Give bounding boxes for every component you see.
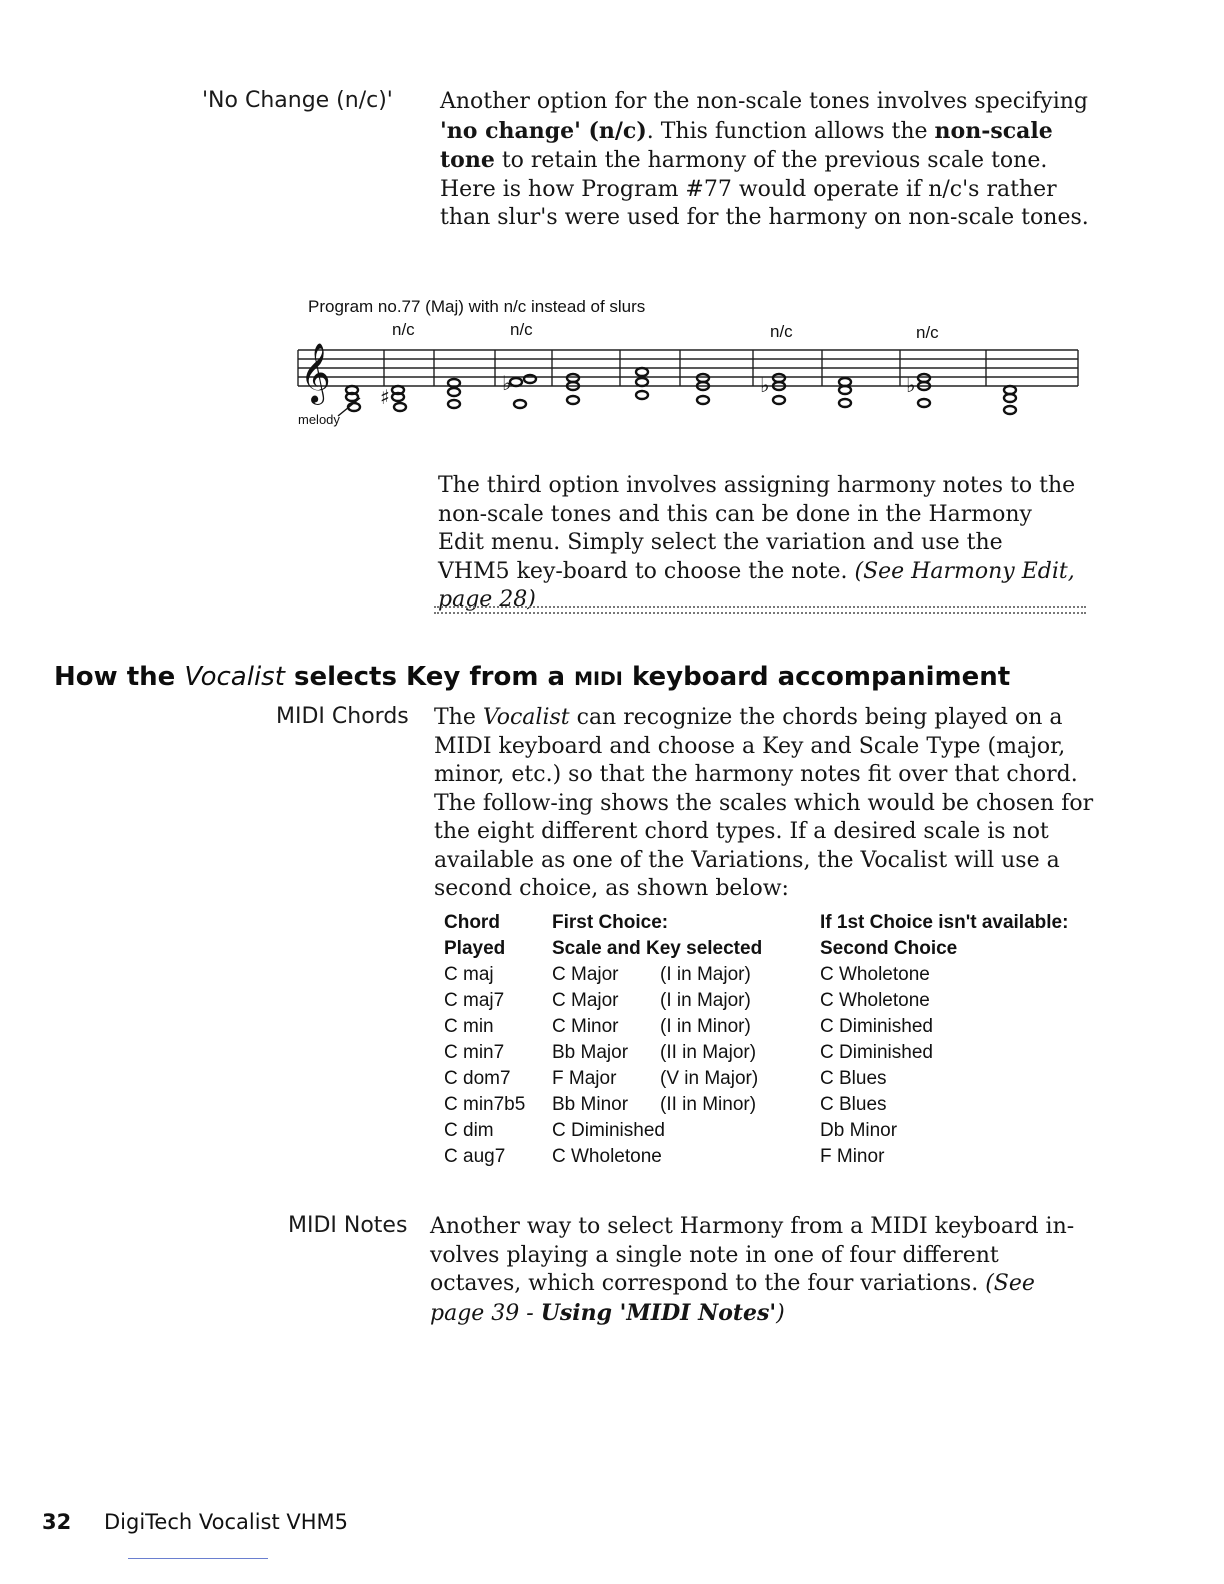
midi-notes-ref: (See page 39 - [430, 1271, 1035, 1326]
staff-caption: Program no.77 (Maj) with n/c instead of slurs [308, 297, 646, 316]
dotted-divider [434, 606, 1086, 608]
table-cell-scale: Bb Minor [552, 1094, 629, 1115]
table-cell-scale: C Major [552, 990, 619, 1011]
midi-chords-text-1: The [434, 705, 483, 730]
table-cell-scale: C Diminished [552, 1120, 665, 1141]
heading-part-2: selects Key from a [284, 662, 575, 692]
header-chord-2: Played [444, 938, 506, 959]
table-cell-second: C Blues [820, 1068, 887, 1089]
header-first-2: Scale and Key selected [552, 938, 763, 959]
header-second-1: If 1st Choice isn't available: [820, 912, 1069, 933]
midi-notes-paragraph [430, 1213, 1090, 1328]
footer-rule [128, 1558, 268, 1559]
nc-label-1: n/c [392, 320, 415, 339]
svg-text:♯: ♯ [380, 385, 390, 409]
music-staff [290, 338, 1090, 438]
no-change-label: 'No Change (n/c)' [202, 88, 393, 113]
table-cell-degree: (I in Minor) [660, 1016, 751, 1037]
table-cell-scale: C Minor [552, 1016, 619, 1037]
table-cell-degree: (II in Minor) [660, 1094, 757, 1115]
table-cell-degree: (V in Major) [660, 1068, 759, 1089]
nc-label-4: n/c [916, 323, 939, 342]
no-change-text-1: Another option for the non-scale tones involves specifying [440, 89, 1088, 114]
treble-clef-icon: 𝄞 [300, 343, 331, 403]
table-cell-chord: C min7b5 [444, 1094, 526, 1115]
svg-text:♭: ♭ [760, 373, 770, 397]
table-cell-second: C Diminished [820, 1042, 933, 1063]
table-cell-chord: C dim [444, 1120, 494, 1141]
table-cell-second: C Wholetone [820, 964, 930, 985]
using-midi-notes-ref: Using 'MIDI Notes' [540, 1299, 777, 1326]
heading-part-1: How the [54, 662, 185, 692]
third-option-text: The third option involves assigning harmony notes to the non-scale tones and this can be done in the Harmony Edit menu. Simply select the variation and use the VHM5 key-board to choose the note. [438, 473, 1076, 584]
table-cell-second: C Blues [820, 1094, 887, 1115]
no-change-text-2: . This function allows the [646, 118, 935, 144]
table-cell-chord: C maj7 [444, 990, 505, 1011]
midi-notes-ref-end: ) [776, 1300, 785, 1326]
midi-chords-label: MIDI Chords [276, 704, 409, 729]
midi-notes-text: Another way to select Harmony from a MIDI keyboard in-volves playing a single note in one of four different octaves, which correspond to the four variations. [430, 1214, 1075, 1296]
no-change-term: 'no change' (n/c) [440, 117, 647, 144]
midi-chords-text-2: can recognize the chords being played on a MIDI keyboard and choose a Key and Scale Type (major, minor, etc.) so that the harmony notes fit over that chord. The follow-ing shows the scales which would be chosen for the eight different chord types. If a desired scale is not available as one of the Variations, the Vocalist will use a second choice, as shown below: [434, 705, 1094, 901]
midi-notes-label: MIDI Notes [288, 1213, 408, 1238]
nc-label-3: n/c [770, 322, 793, 341]
table-cell-degree: (I in Major) [660, 990, 751, 1011]
table-cell-chord: C dom7 [444, 1068, 511, 1089]
heading-vocalist: Vocalist [184, 662, 285, 692]
no-change-paragraph [440, 88, 1100, 233]
melody-label: melody [298, 412, 340, 427]
header-first-1: First Choice: [552, 912, 669, 933]
footer-title: DigiTech Vocalist VHM5 [104, 1510, 349, 1534]
midi-chords-paragraph [434, 704, 1094, 904]
table-cell-chord: C maj [444, 964, 494, 985]
no-change-text-3: to retain the harmony of the previous scale tone. Here is how Program #77 would operate if n/c's rather than slur's were used for the harmony on non-scale tones. [440, 148, 1089, 230]
harmony-edit-ref: (See Harmony Edit, page 28) [438, 558, 1075, 612]
table-cell-chord: C min7 [444, 1042, 505, 1063]
header-second-2: Second Choice [820, 938, 958, 959]
heading-part-3: keyboard accompaniment [622, 662, 1011, 692]
table-cell-second: F Minor [820, 1146, 885, 1167]
table-cell-chord: C aug7 [444, 1146, 506, 1167]
heading-midi: MIDI [574, 668, 623, 690]
table-cell-chord: C min [444, 1016, 494, 1037]
dotted-divider-2 [434, 612, 1086, 614]
table-cell-degree: (I in Major) [660, 964, 751, 985]
header-chord-1: Chord [444, 912, 500, 933]
table-cell-degree: (II in Major) [660, 1042, 757, 1063]
svg-text:♭: ♭ [502, 371, 512, 395]
non-scale-tone-term: non-scale tone [440, 117, 1053, 173]
table-cell-scale: F Major [552, 1068, 617, 1089]
table-cell-scale: Bb Major [552, 1042, 629, 1063]
table-cell-second: C Wholetone [820, 990, 930, 1011]
section-heading [54, 662, 1010, 692]
note-heads [346, 368, 1016, 414]
svg-text:♭: ♭ [906, 373, 916, 397]
table-cell-second: Db Minor [820, 1120, 898, 1141]
table-cell-scale: C Major [552, 964, 619, 985]
page-number: 32 [42, 1510, 72, 1534]
table-cell-second: C Diminished [820, 1016, 933, 1037]
chord-table [444, 910, 1104, 1170]
third-option-paragraph [438, 472, 1078, 615]
nc-label-2: n/c [510, 320, 533, 339]
midi-chords-vocalist: Vocalist [482, 705, 570, 730]
table-cell-scale: C Wholetone [552, 1146, 662, 1167]
